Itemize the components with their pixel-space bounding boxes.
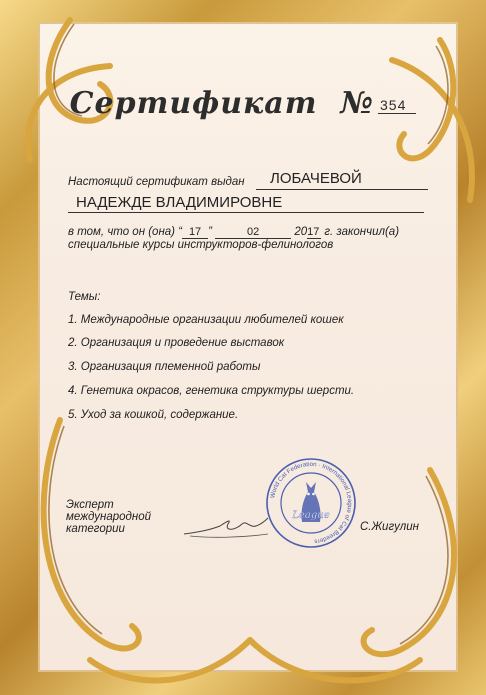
topic-item: 4. Генетика окрасов, генетика структуры шерсти.	[68, 385, 355, 397]
topic-item: 3. Организация племенной работы	[68, 361, 261, 373]
recipient-surname: ЛОБАЧЕВОЙ	[270, 170, 362, 187]
date-month: 02	[215, 226, 291, 239]
cat-federation-stamp	[264, 456, 358, 550]
year-suffix: 17	[307, 226, 320, 238]
title-word: Сертификат	[69, 86, 318, 121]
completed-label: г. закончил(а)	[324, 226, 400, 238]
topics-label: Темы:	[68, 291, 101, 303]
topic-item: 2. Организация и проведение выставок	[68, 337, 285, 349]
date-line	[68, 226, 399, 239]
signature-image	[180, 508, 270, 542]
name-underline-1	[256, 189, 428, 190]
year-prefix: 20	[294, 226, 308, 238]
date-day: 17	[182, 226, 208, 239]
certificate-number: 354	[378, 97, 416, 114]
number-sign: №	[340, 86, 374, 121]
quote-open: “	[178, 226, 183, 238]
date-prefix: в том, что он (она)	[68, 226, 176, 238]
stamp-center-text: League	[292, 510, 330, 521]
issued-label: Настоящий сертификат выдан	[68, 176, 245, 188]
expert-title-3: категории	[66, 523, 125, 535]
signer-name: С.Жигулин	[360, 521, 419, 533]
expert-title-1: Эксперт	[66, 499, 114, 511]
name-underline-2	[68, 212, 424, 213]
quote-close: ”	[208, 226, 212, 238]
topic-item: 5. Уход за кошкой, содержание.	[68, 409, 239, 421]
certificate-title	[0, 86, 486, 121]
topic-item: 1. Международные организации любителей кошек	[68, 314, 344, 326]
expert-title-2: международной	[66, 511, 152, 523]
stamp-ring-text-path: World Cat Federation · International League of Cat Breeders	[269, 460, 354, 545]
course-name: специальные курсы инструкторов-фелинологов	[68, 239, 334, 251]
recipient-given-names: НАДЕЖДЕ ВЛАДИМИРОВНЕ	[76, 194, 283, 211]
